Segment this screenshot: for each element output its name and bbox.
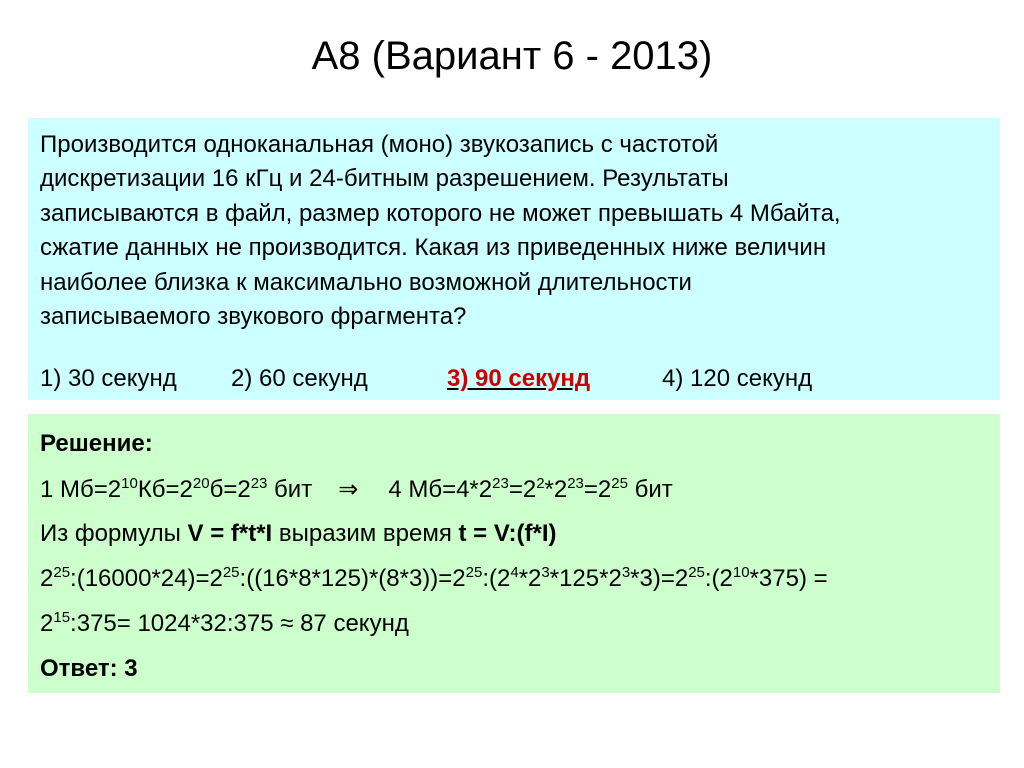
answer-option-4: 4) 120 секунд [662,365,813,392]
text: :(16000*24)=2 [70,565,223,592]
exponent: 15 [53,609,71,626]
exponent: 10 [732,564,750,581]
answer-option-1: 1) 30 секунд [40,365,177,392]
exponent: 23 [567,475,584,492]
text: Из формулы [40,520,188,547]
text: *375) = [749,565,828,592]
text: Кб=2 [137,476,193,503]
problem-line: Производится одноканальная (моно) звукозапись с частотой [40,131,719,158]
solution-box [28,414,1000,693]
text: *3)=2 [630,565,689,592]
text: 1 Мб=2 [40,476,122,503]
text: *2 [518,565,542,592]
exponent: 25 [611,475,628,492]
problem-line: наиболее близка к максимально возможной длительности [40,268,692,296]
exponent: 23 [492,475,509,492]
text: :(2 [482,565,511,592]
exponent: 25 [688,564,705,581]
solution-answer: Ответ: 3 [40,655,138,682]
exponent: 20 [192,475,210,492]
exponent: 25 [465,564,483,581]
text: выразим время [272,520,459,547]
exponent: 2 [536,475,545,492]
problem-line: записываются в файл, размер которого не может превышать 4 Мбайта, [40,199,841,227]
formula-time: t = V:(f*I) [458,520,557,547]
exponent: 3 [621,564,631,581]
exponent: 4 [510,564,519,581]
text: бит [627,476,673,503]
text: *2 [544,476,568,503]
problem-line: сжатие данных не производится. Какая из приведенных ниже величин [40,234,827,262]
solution-line-formula [40,520,557,548]
exponent: 25 [222,564,240,581]
text: 2 [40,565,54,592]
problem-text [40,128,1000,334]
solution-line-result [40,610,409,638]
text: :375= 1024*32:375 ≈ 87 секунд [70,610,409,637]
solution-line-units [40,475,673,504]
slide-title: А8 (Вариант 6 - 2013) [311,34,713,78]
solution-line-calculation [40,565,828,593]
problem-line: записываемого звукового фрагмента? [40,303,467,331]
exponent: 10 [121,475,138,492]
answer-option-3-correct: 3) 90 секунд [447,365,591,392]
text: бит [267,476,313,503]
text: =2 [508,476,537,503]
text: :(2 [704,565,733,592]
exponent: 25 [53,564,71,581]
answer-options [40,362,990,396]
formula-volume: V = f*t*I [187,520,273,547]
exponent: 3 [541,564,550,581]
problem-box [28,118,1000,400]
exponent: 23 [250,475,268,492]
solution-heading: Решение: [40,430,153,457]
text: =2 [583,476,612,503]
answer-option-2: 2) 60 секунд [231,365,368,392]
text: *125*2 [549,565,622,592]
text: 4 Мб=4*2 [388,476,493,503]
text: б=2 [209,476,251,503]
problem-line: дискретизации 16 кГц и 24-битным разрешением. Результаты [40,165,729,193]
text: :((16*8*125)*(8*3))=2 [239,565,466,592]
implies-arrow-icon: ⇒ [338,476,359,503]
text: 2 [40,610,54,637]
